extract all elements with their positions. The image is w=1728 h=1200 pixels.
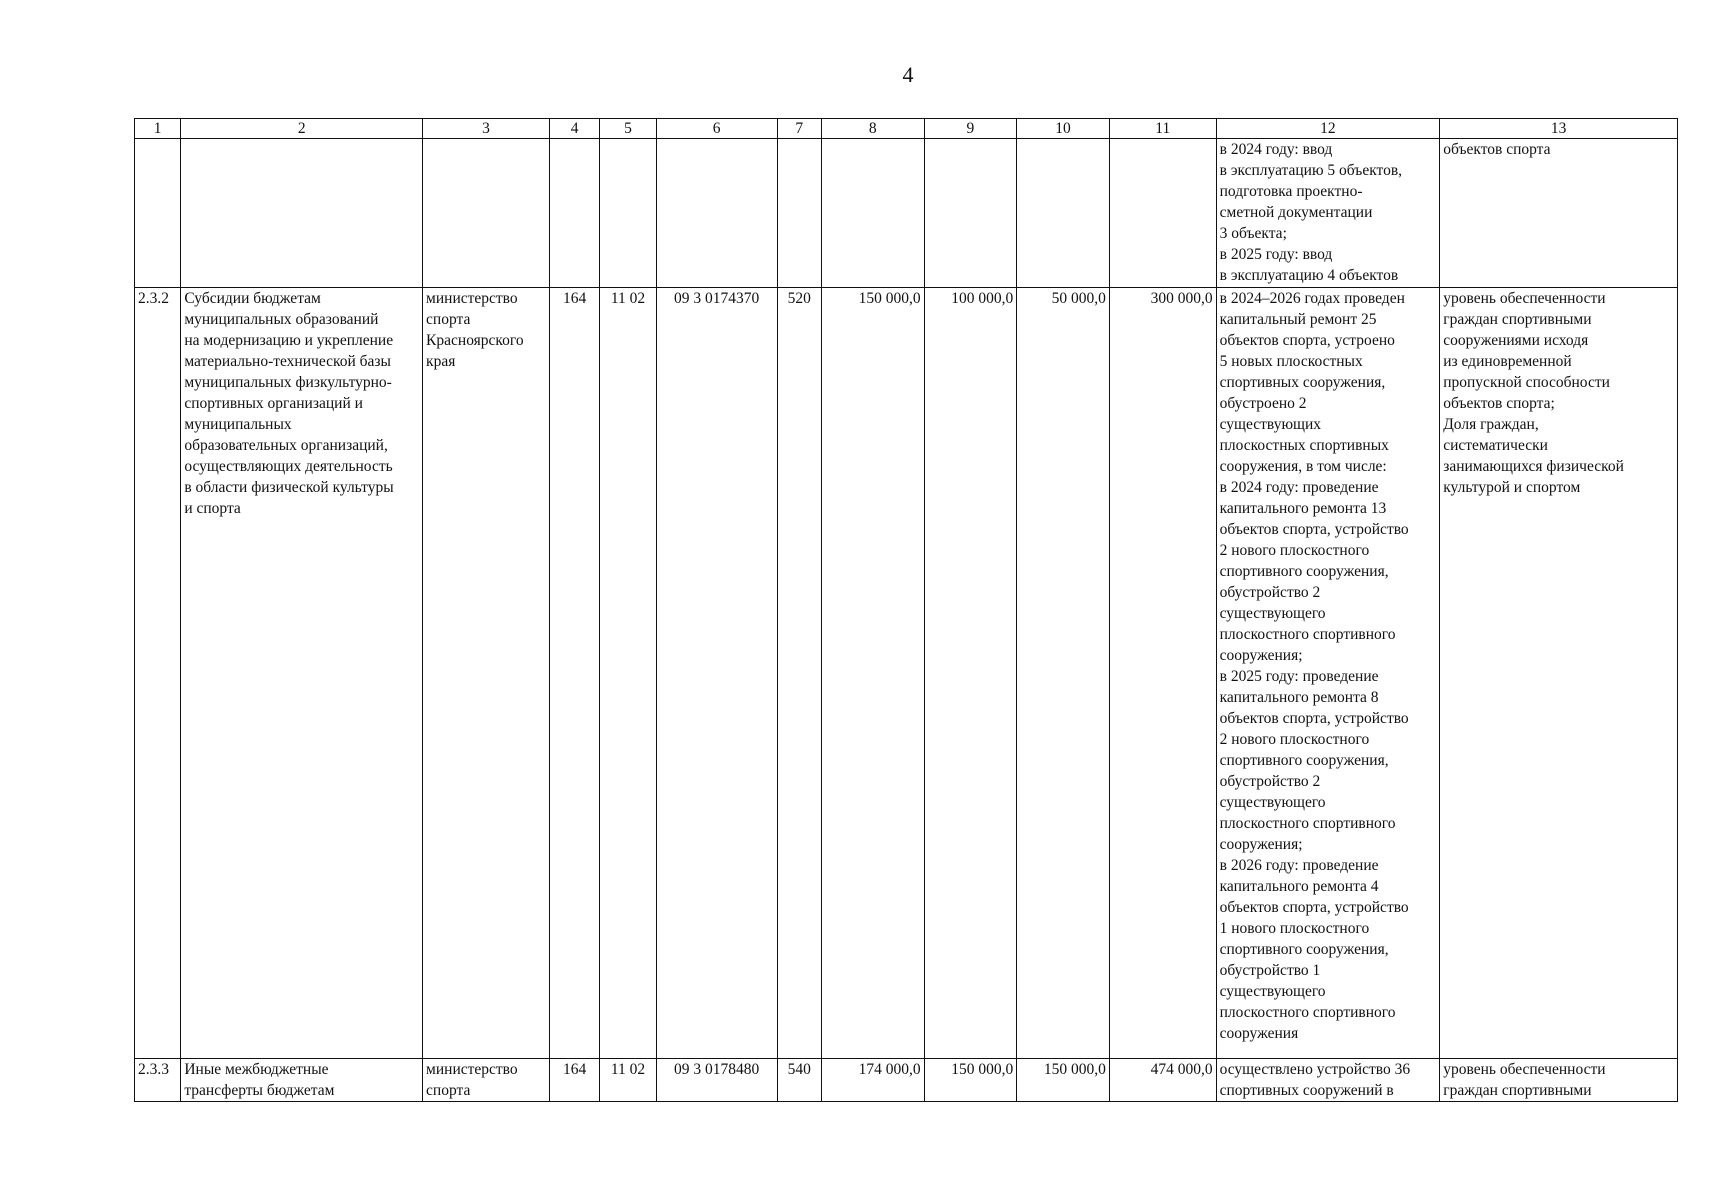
target-article-code: 09 3 0178480 xyxy=(656,1059,777,1102)
text-line: министерство xyxy=(426,1061,518,1078)
text-line: Красноярского xyxy=(426,332,524,349)
text-line: муниципальных образований xyxy=(184,311,379,328)
text-line: спортивного сооружения, xyxy=(1219,941,1389,958)
row-number: 2.3.3 xyxy=(135,1059,181,1102)
section-code xyxy=(600,139,656,288)
text-line: спортивных сооружений в xyxy=(1219,1082,1394,1099)
text-line: спортивных сооружения, xyxy=(1219,374,1386,391)
text-line: 5 новых плоскостных xyxy=(1219,353,1363,370)
text-line: сооружения; xyxy=(1219,647,1303,664)
text-line: объектов спорта, устроено xyxy=(1219,332,1395,349)
target-article-code xyxy=(656,139,777,288)
text-line: капитального ремонта 8 xyxy=(1219,689,1379,706)
text-line: подготовка проектно- xyxy=(1219,183,1363,200)
text-line: занимающихся физической xyxy=(1443,458,1624,475)
amount-total: 300 000,0 xyxy=(1109,288,1216,1059)
text-line: систематически xyxy=(1443,437,1548,454)
header-row xyxy=(135,119,1678,139)
expense-type-code: 520 xyxy=(777,288,821,1059)
amount-2026 xyxy=(1017,139,1110,288)
grbs-code: 164 xyxy=(549,1059,599,1102)
text-line: сметной документации xyxy=(1219,204,1373,221)
indicator-link xyxy=(1440,288,1678,1059)
text-line: обустройство 2 xyxy=(1219,773,1321,790)
responsible-executor xyxy=(423,1059,550,1102)
row-number: 2.3.2 xyxy=(135,288,181,1059)
text-line: плоскостного спортивного xyxy=(1219,1004,1396,1021)
expected-result xyxy=(1216,288,1440,1059)
grbs-code xyxy=(549,139,599,288)
text-line: края xyxy=(426,353,456,370)
amount-2025 xyxy=(924,139,1017,288)
row-number xyxy=(135,139,181,288)
amount-2025: 150 000,0 xyxy=(924,1059,1017,1102)
text-line: капитального ремонта 13 xyxy=(1219,500,1387,517)
col-header-8: 8 xyxy=(821,119,924,139)
text-line: Субсидии бюджетам xyxy=(184,290,321,307)
text-line: капитальный ремонт 25 xyxy=(1219,311,1377,328)
text-line: в эксплуатацию 4 объектов xyxy=(1219,267,1399,284)
text-line: осуществляющих деятельность xyxy=(184,458,393,475)
text-line: сооружения xyxy=(1219,1025,1299,1042)
responsible-executor xyxy=(423,288,550,1059)
col-header-6: 6 xyxy=(656,119,777,139)
col-header-12: 12 xyxy=(1216,119,1440,139)
text-line: из единовременной xyxy=(1443,353,1572,370)
text-line: граждан спортивными xyxy=(1443,1082,1592,1099)
text-line: сооружениями исходя xyxy=(1443,332,1589,349)
text-line: капитального ремонта 4 xyxy=(1219,878,1379,895)
col-header-7: 7 xyxy=(777,119,821,139)
table-body xyxy=(135,139,1678,1102)
text-line: муниципальных физкультурно- xyxy=(184,374,392,391)
amount-total xyxy=(1109,139,1216,288)
text-line: сооружения, в том числе: xyxy=(1219,458,1387,475)
indicator-link xyxy=(1440,1059,1678,1102)
text-line: в 2025 году: ввод xyxy=(1219,246,1333,263)
text-line: плоскостных спортивных xyxy=(1219,437,1389,454)
text-line: обустроено 2 xyxy=(1219,395,1307,412)
amount-total: 474 000,0 xyxy=(1109,1059,1216,1102)
section-code: 11 02 xyxy=(600,288,656,1059)
text-line: спортивных организаций и xyxy=(184,395,363,412)
text-line: на модернизацию и укрепление xyxy=(184,332,394,349)
text-line: плоскостного спортивного xyxy=(1219,815,1396,832)
amount-2025: 100 000,0 xyxy=(924,288,1017,1059)
text-line: пропускной способности xyxy=(1443,374,1610,391)
text-line: Иные межбюджетные xyxy=(184,1061,329,1078)
text-line: муниципальных xyxy=(184,416,292,433)
expected-result xyxy=(1216,139,1440,288)
col-header-4: 4 xyxy=(549,119,599,139)
text-line: в 2026 году: проведение xyxy=(1219,857,1379,874)
text-line: существующих xyxy=(1219,416,1322,433)
text-line: сооружения; xyxy=(1219,836,1303,853)
responsible-executor xyxy=(423,139,550,288)
col-header-5: 5 xyxy=(600,119,656,139)
measure-name xyxy=(181,139,423,288)
page-number: 4 xyxy=(902,62,914,87)
text-line: объектов спорта, устройство xyxy=(1219,521,1409,538)
amount-2026: 50 000,0 xyxy=(1017,288,1110,1059)
text-line: уровень обеспеченности xyxy=(1443,290,1606,307)
text-line: граждан спортивными xyxy=(1443,311,1592,328)
table-row xyxy=(135,288,1678,1059)
amount-2024 xyxy=(821,139,924,288)
program-table xyxy=(134,118,1678,1102)
col-header-13: 13 xyxy=(1440,119,1678,139)
text-line: объектов спорта, устройство xyxy=(1219,899,1409,916)
amount-2024: 150 000,0 xyxy=(821,288,924,1059)
expense-type-code: 540 xyxy=(777,1059,821,1102)
text-line: в 2024 году: проведение xyxy=(1219,479,1379,496)
text-line: объектов спорта; xyxy=(1443,395,1555,412)
text-line: осуществлено устройство 36 xyxy=(1219,1061,1411,1078)
text-line: спортивного сооружения, xyxy=(1219,752,1389,769)
text-line: уровень обеспеченности xyxy=(1443,1061,1606,1078)
text-line: плоскостного спортивного xyxy=(1219,626,1396,643)
text-line: объектов спорта, устройство xyxy=(1219,710,1409,727)
amount-2026: 150 000,0 xyxy=(1017,1059,1110,1102)
table-row xyxy=(135,139,1678,288)
text-line: министерство xyxy=(426,290,518,307)
text-line: обустройство 2 xyxy=(1219,584,1321,601)
text-line: трансферты бюджетам xyxy=(184,1082,335,1099)
text-line: в 2025 году: проведение xyxy=(1219,668,1379,685)
text-line: и спорта xyxy=(184,500,241,517)
col-header-9: 9 xyxy=(924,119,1017,139)
indicator-link xyxy=(1440,139,1678,288)
col-header-10: 10 xyxy=(1017,119,1110,139)
text-line: спорта xyxy=(426,1082,471,1099)
text-line: в области физической культуры xyxy=(184,479,394,496)
text-line: в 2024 году: ввод xyxy=(1219,141,1333,158)
text-line: 1 нового плоскостного xyxy=(1219,920,1370,937)
expected-result xyxy=(1216,1059,1440,1102)
measure-name xyxy=(181,1059,423,1102)
text-line: спорта xyxy=(426,311,471,328)
text-line: в 2024–2026 годах проведен xyxy=(1219,290,1405,307)
text-line: образовательных организаций, xyxy=(184,437,388,454)
text-line: культурой и спортом xyxy=(1443,479,1581,496)
text-line: Доля граждан, xyxy=(1443,416,1539,433)
text-line: материально-технической базы xyxy=(184,353,391,370)
text-line: обустройство 1 xyxy=(1219,962,1321,979)
table-row xyxy=(135,1059,1678,1102)
grbs-code: 164 xyxy=(549,288,599,1059)
col-header-2: 2 xyxy=(181,119,423,139)
text-line: 2 нового плоскостного xyxy=(1219,542,1370,559)
text-line: объектов спорта xyxy=(1443,141,1551,158)
text-line: 3 объекта; xyxy=(1219,225,1287,242)
measure-name xyxy=(181,288,423,1059)
expense-type-code xyxy=(777,139,821,288)
amount-2024: 174 000,0 xyxy=(821,1059,924,1102)
section-code: 11 02 xyxy=(600,1059,656,1102)
col-header-11: 11 xyxy=(1109,119,1216,139)
text-line: существующего xyxy=(1219,605,1326,622)
text-line: спортивного сооружения, xyxy=(1219,563,1389,580)
col-header-3: 3 xyxy=(423,119,550,139)
text-line: в эксплуатацию 5 объектов, xyxy=(1219,162,1403,179)
text-line: существующего xyxy=(1219,983,1326,1000)
text-line: существующего xyxy=(1219,794,1326,811)
text-line: 2 нового плоскостного xyxy=(1219,731,1370,748)
target-article-code: 09 3 0174370 xyxy=(656,288,777,1059)
col-header-1: 1 xyxy=(135,119,181,139)
